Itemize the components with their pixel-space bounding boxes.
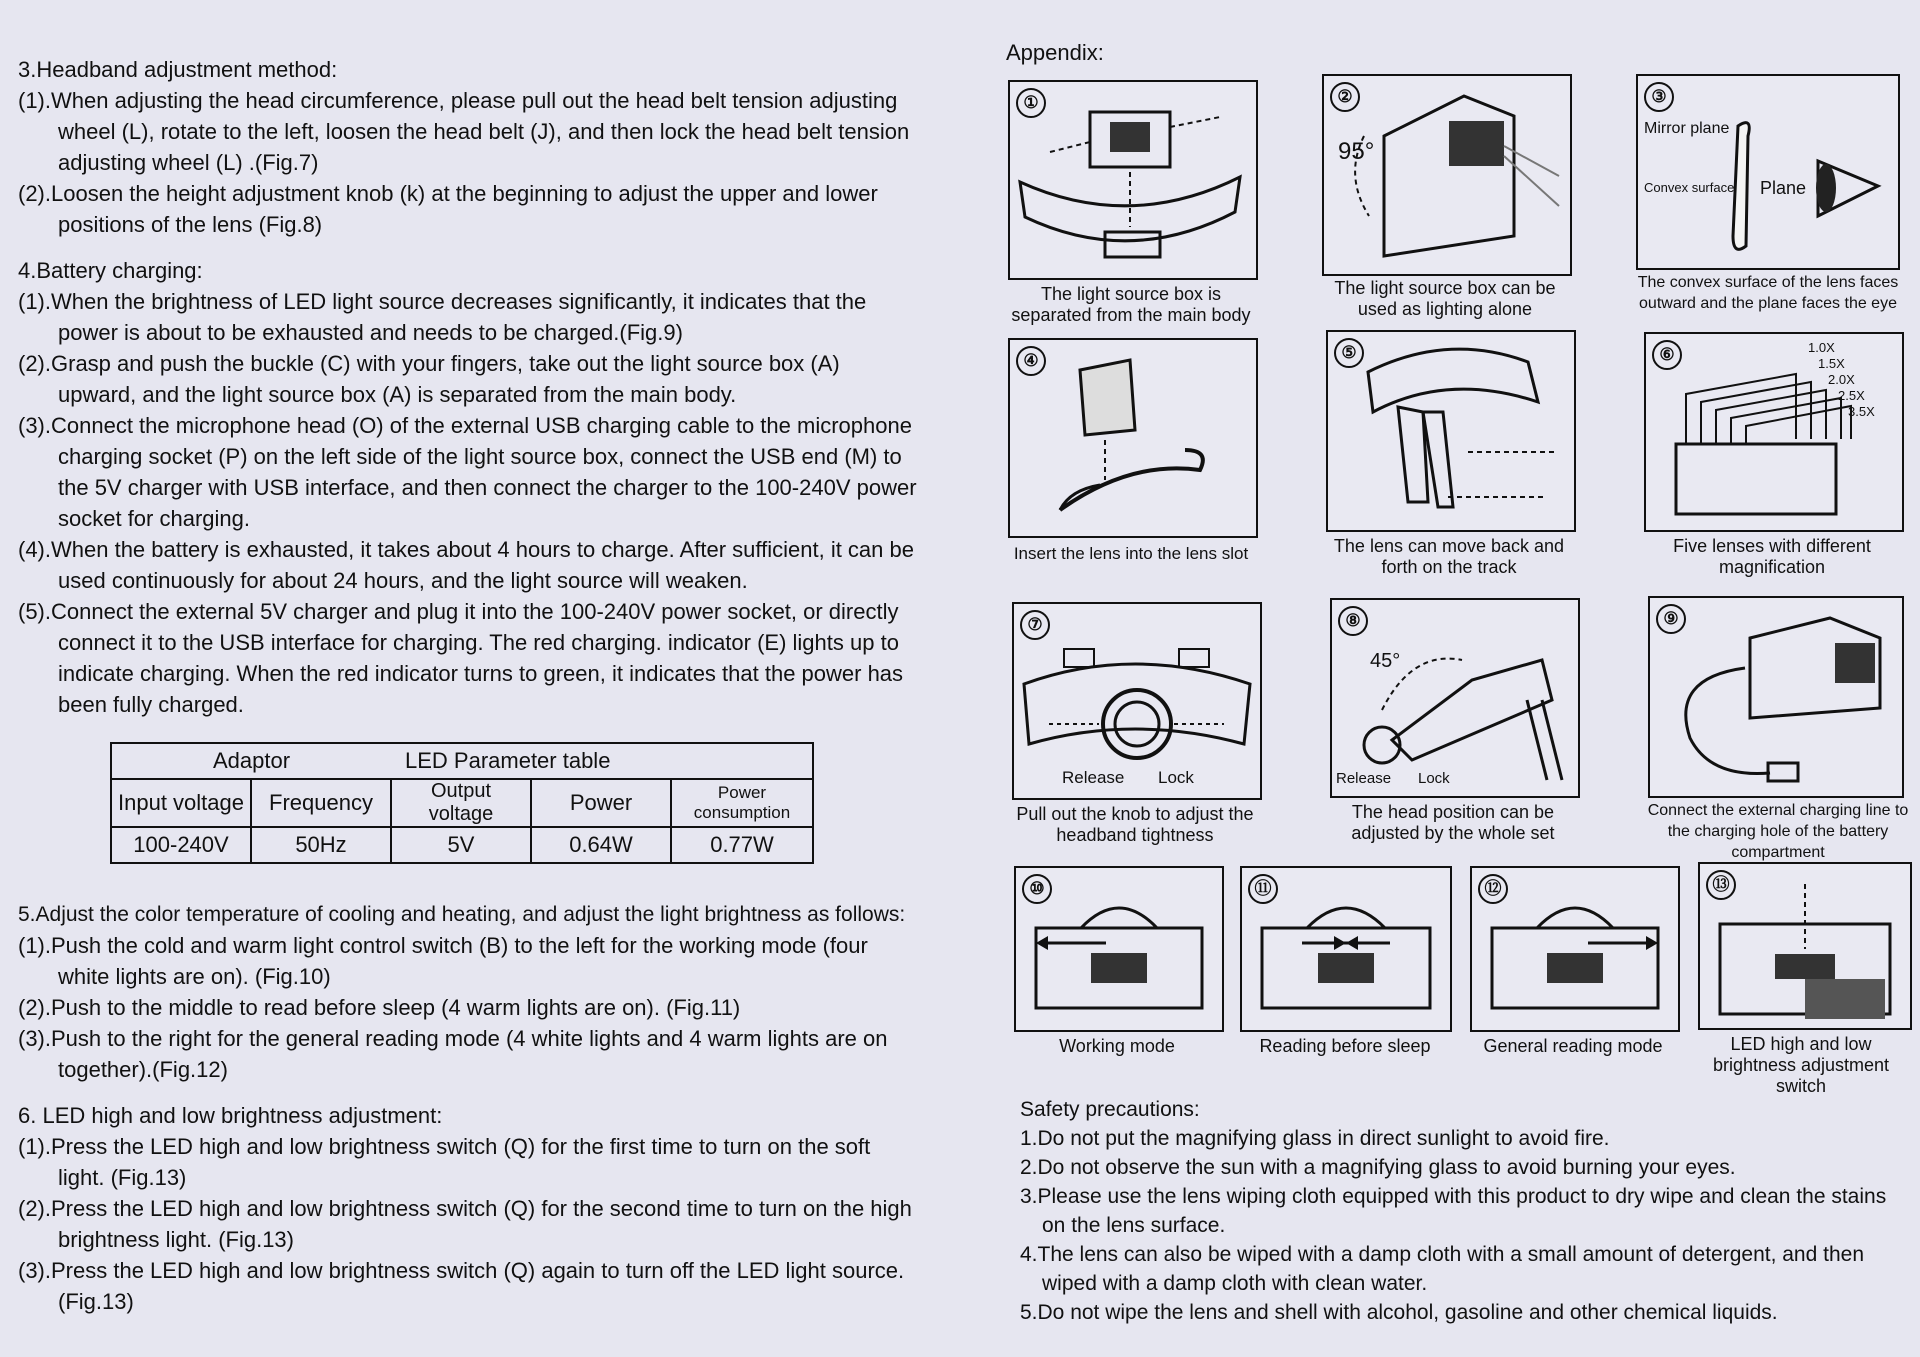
safety-title: Safety precautions: [1020, 1098, 1200, 1121]
figure-3 [1636, 74, 1900, 270]
figure-number: ④ [1016, 346, 1046, 376]
lens-track-illustration [1328, 332, 1574, 530]
safety-precautions [1020, 1095, 1915, 1327]
s4-item-2: (2).Grasp and push the buckle (C) with your fingers, take out the light source box (A) upward, and the light source box (A) is separated from the main body. [18, 351, 840, 407]
headband-knob-illustration [1014, 604, 1260, 798]
table-cell: 100-240V [111, 827, 251, 863]
figure-12 [1470, 866, 1680, 1032]
led-parameter-table [110, 742, 814, 864]
figure-10 [1014, 866, 1224, 1032]
section-6-title: 6. LED high and low brightness adjustment: [18, 1103, 443, 1128]
s6-item-1: (1).Press the LED high and low brightness switch (Q) for the first time to turn on the soft light. (Fig.13) [18, 1134, 871, 1190]
mag-label: 2.5X [1838, 388, 1865, 403]
table-cell: 5V [391, 827, 531, 863]
figure-number: ⑫ [1478, 874, 1508, 904]
figure-1 [1008, 80, 1258, 280]
table-header: Power consumption [671, 779, 813, 827]
safety-item: 3.Please use the lens wiping cloth equipped with this product to dry wipe and clean the stains on the lens surface. [1020, 1185, 1887, 1237]
head-position-illustration [1332, 600, 1578, 796]
table-cell: 50Hz [251, 827, 391, 863]
figure-8-caption: The head position can be adjusted by the whole set [1351, 802, 1555, 843]
s3-item-2: (2).Loosen the height adjustment knob (k) at the beginning to adjust the upper and lower positions of the lens (Fig.8) [18, 181, 878, 237]
figure-4 [1008, 338, 1258, 538]
s6-item-2: (2).Press the LED high and low brightness switch (Q) for the second time to turn on the high brightness light. (Fig.13) [18, 1196, 912, 1252]
table-cell: 0.64W [531, 827, 671, 863]
figure-7 [1012, 602, 1262, 800]
mag-label: 1.5X [1818, 356, 1845, 371]
mag-label: 1.0X [1808, 340, 1835, 355]
figure-number: ⑧ [1338, 606, 1368, 636]
figure-6 [1644, 332, 1904, 532]
light-box-separate-illustration [1010, 82, 1256, 278]
s4-item-5: (5).Connect the external 5V charger and plug it into the 100-240V power socket, or directly connect it to the USB interface for charging. The red charging. indicator (E) lights up to indicate charging. When the red indicator turns to green, it indicates that the power has been fully charged. [18, 599, 904, 717]
figure-number: ⑤ [1334, 338, 1364, 368]
s5-item-1: (1).Push the cold and warm light control switch (B) to the left for the working mode (four white lights are on). (Fig.10) [18, 933, 868, 989]
figure-7-caption: Pull out the knob to adjust the headband tightness [1016, 804, 1254, 845]
left-column [18, 55, 918, 1317]
figure-13-caption: LED high and low brightness adjustment switch [1712, 1034, 1890, 1096]
safety-item: 2.Do not observe the sun with a magnifying glass to avoid burning your eyes. [1020, 1156, 1736, 1179]
figure-number: ⑩ [1022, 874, 1052, 904]
angle-label: 95° [1338, 138, 1375, 165]
figure-number: ② [1330, 82, 1360, 112]
section-4-title: 4.Battery charging: [18, 258, 203, 283]
mag-label: 2.0X [1828, 372, 1855, 387]
insert-lens-illustration [1010, 340, 1256, 536]
lock-label: Lock [1418, 770, 1450, 787]
lens-orientation-illustration [1638, 76, 1898, 268]
safety-item: 4.The lens can also be wiped with a damp cloth with a small amount of detergent, and then wiped with a damp cloth with clean water. [1020, 1243, 1864, 1295]
figure-number: ① [1016, 88, 1046, 118]
table-title-led: LED Parameter table [391, 743, 813, 779]
figure-5 [1326, 330, 1576, 532]
figure-12-caption: General reading mode [1483, 1036, 1663, 1056]
s4-item-3: (3).Connect the microphone head (O) of the external USB charging cable to the microphone charging socket (P) on the left side of the light source box, connect the USB end (M) to the 5V charger with USB interface, and then connect the charger to the 100-240V power socket for charging. [18, 413, 917, 531]
safety-item: 1.Do not put the magnifying glass in direct sunlight to avoid fire. [1020, 1127, 1610, 1150]
s6-item-3: (3).Press the LED high and low brightness switch (Q) again to turn off the LED light source. (Fig.13) [18, 1258, 905, 1314]
table-header: Input voltage [111, 779, 251, 827]
figure-11 [1240, 866, 1452, 1032]
figure-number: ⑥ [1652, 340, 1682, 370]
figure-number: ⑨ [1656, 604, 1686, 634]
appendix-title: Appendix: [1006, 40, 1104, 65]
figure-9 [1648, 596, 1904, 798]
figure-2 [1322, 74, 1572, 276]
figure-9-caption: Connect the external charging line to the charging hole of the battery compartment [1647, 802, 1909, 861]
s4-item-1: (1).When the brightness of LED light source decreases significantly, it indicates that the power is about to be exhausted and needs to be charged.(Fig.9) [18, 289, 867, 345]
mirror-plane-label: Mirror plane [1644, 120, 1730, 137]
light-box-standalone-illustration [1324, 76, 1570, 274]
figure-4-caption: Insert the lens into the lens slot [1013, 544, 1249, 563]
convex-surface-label: Convex surface [1644, 180, 1735, 195]
figure-10-caption: Working mode [1059, 1036, 1175, 1056]
safety-item: 5.Do not wipe the lens and shell with alcohol, gasoline and other chemical liquids. [1020, 1301, 1778, 1324]
plane-label: Plane [1760, 178, 1807, 198]
s3-item-1: (1).When adjusting the head circumference, please pull out the head belt tension adjusting wheel (L), rotate to the left, loosen the head belt (J), and then lock the head belt tension adjusting wheel (L) .(Fig.7) [18, 88, 910, 175]
table-header: Output voltage [391, 779, 531, 827]
figure-number: ③ [1644, 82, 1674, 112]
lock-label: Lock [1158, 768, 1194, 787]
release-label: Release [1062, 768, 1125, 787]
figure-number: ⑬ [1706, 870, 1736, 900]
figure-8 [1330, 598, 1580, 798]
figure-11-caption: Reading before sleep [1259, 1036, 1431, 1056]
table-cell: 0.77W [671, 827, 813, 863]
figure-3-caption: The convex surface of the lens faces outward and the plane faces the eye [1637, 274, 1899, 312]
table-header: Frequency [251, 779, 391, 827]
figure-2-caption: The light source box can be used as lighting alone [1334, 278, 1556, 319]
five-lenses-illustration [1646, 334, 1902, 530]
s5-item-2: (2).Push to the middle to read before sleep (4 warm lights are on). (Fig.11) [18, 995, 741, 1020]
table-header: Power [531, 779, 671, 827]
s5-item-3: (3).Push to the right for the general reading mode (4 white lights and 4 warm lights are on together).(Fig.12) [18, 1026, 888, 1082]
s4-item-4: (4).When the battery is exhausted, it takes about 4 hours to charge. After sufficient, it can be used continuously for about 24 hours, and the light source will weaken. [18, 537, 914, 593]
figure-5-caption: The lens can move back and forth on the track [1333, 536, 1565, 577]
figure-number: ⑦ [1020, 610, 1050, 640]
figure-6-caption: Five lenses with different magnification [1673, 536, 1871, 577]
angle-label: 45° [1370, 650, 1401, 672]
mag-label: 3.5X [1848, 404, 1875, 419]
section-5-title: 5.Adjust the color temperature of cooling and heating, and adjust the light brightness as follows: [18, 903, 906, 926]
table-title-adaptor: Adaptor [111, 743, 391, 779]
figure-13 [1698, 862, 1912, 1030]
figure-number: ⑪ [1248, 874, 1278, 904]
release-label: Release [1336, 770, 1392, 787]
charging-cable-illustration [1650, 598, 1902, 796]
section-3-title: 3.Headband adjustment method: [18, 57, 338, 82]
figure-1-caption: The light source box is separated from the main body [1011, 284, 1251, 325]
